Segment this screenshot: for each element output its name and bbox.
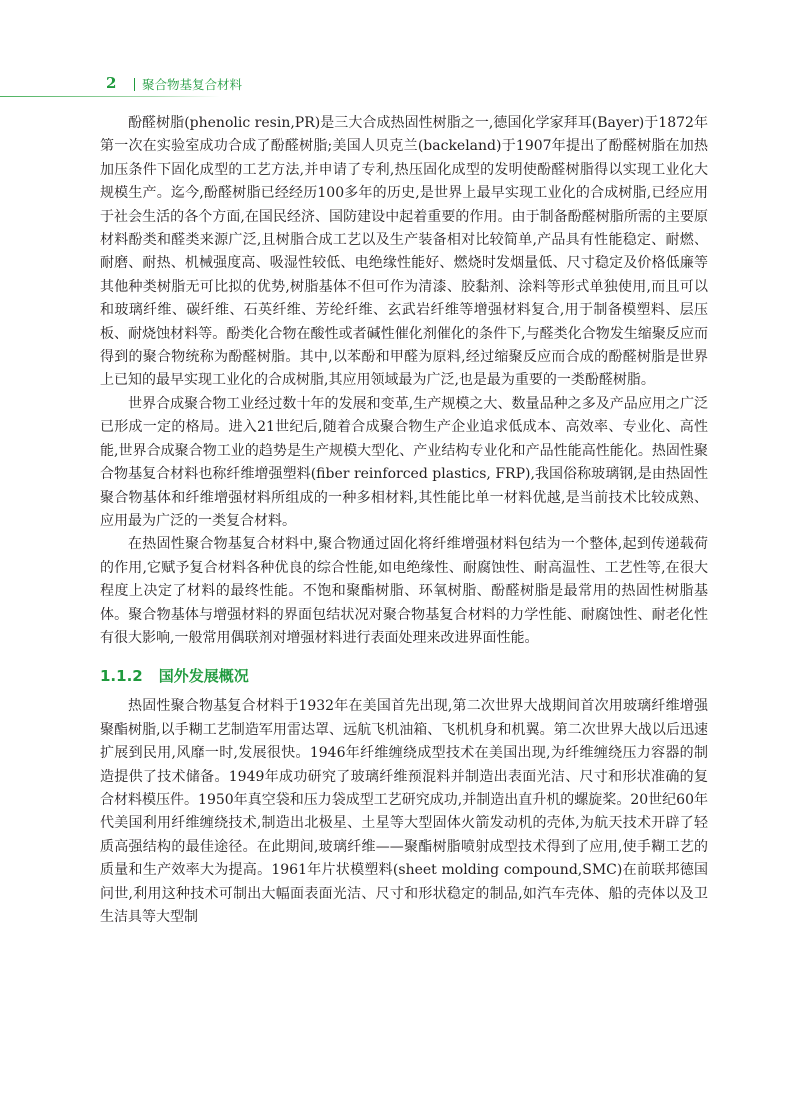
paragraph-foreign-development: 热固性聚合物基复合材料于1932年在美国首先出现,第二次世界大战期间首次用玻璃纤维增强聚酯树脂,以手糊工艺制造军用雷达罩、远航飞机油箱、飞机机身和机翼。第二次世界大战以后迅速扩展到民用,风靡一时,发展很快。1946年纤维缠绕成型技术在美国出现,为纤维缠绕压力容器的制造提供了技术储备。1949年成功研究了玻璃纤维预混料并制造出表面光洁、尺寸和形状准确的复合材料模压件。1950年真空袋和压力袋成型工艺研究成功,并制造出直升机的螺旋桨。20世纪60年代美国利用纤维缠绕技术,制造出北极星、土星等大型固体火箭发动机的壳体,为航天技术开辟了轻质高强结构的最佳途径。在此期间,玻璃纤维——聚酯树脂喷射成型技术得到了应用,使手糊工艺的质量和生产效率大为提高。1961年片状模塑料(sheet molding compound,SMC)在前联邦德国问世,利用这种技术可制出大幅面表面光洁、尺寸和形状稳定的制品,如汽车壳体、船的壳体以及卫生洁具等大型制	[100, 698, 708, 925]
book-title: 聚合物基复合材料	[142, 77, 243, 92]
page-number: 2	[106, 74, 117, 92]
paragraph-polymer-industry: 世界合成聚合物工业经过数十年的发展和变革,生产规模之大、数量品种之多及产品应用之广泛已形成一定的格局。进入21世纪后,随着合成聚合物生产企业追求低成本、高效率、专业化、高性能,世界合成聚合物工业的趋势是生产规模大型化、产业结构专业化和产品性能高性能化。热固性聚合物基复合材料也称纤维增强塑料(fiber reinforced plastics, FRP),我国俗称玻璃钢,是由热固性聚合物基体和纤维增强材料所组成的一种多相材料,其性能比单一材料优越,是当前技术比较成熟、应用最为广泛的一类复合材料。	[100, 395, 708, 529]
paragraph-thermoset-matrix: 在热固性聚合物基复合材料中,聚合物通过固化将纤维增强材料包结为一个整体,起到传递载荷的作用,它赋予复合材料各种优良的综合性能,如电绝缘性、耐腐蚀性、耐高温性、工艺性等,在很大程度上决定了材料的最终性能。不饱和聚酯树脂、环氧树脂、酚醛树脂是最常用的热固性树脂基体。聚合物基体与增强材料的界面包结状况对聚合物基复合材料的力学性能、耐腐蚀性、耐老化性有很大影响,一般常用偶联剂对增强材料进行表面处理来改进界面性能。	[100, 536, 708, 646]
header-divider	[134, 78, 135, 91]
main-text	[100, 112, 708, 929]
header-rule	[0, 96, 220, 97]
paragraph-phenolic-resin: 酚醛树脂(phenolic resin,PR)是三大合成热固性树脂之一,德国化学家拜耳(Bayer)于1872年第一次在实验室成功合成了酚醛树脂;美国人贝克兰(backeland)于1907年提出了酚醛树脂在加热加压条件下固化成型的工艺方法,并申请了专利,热压固化成型的发明使酚醛树脂得以实现工业化大规模生产。迄今,酚醛树脂已经经历100多年的历史,是世界上最早实现工业化的合成树脂,已经应用于社会生活的各个方面,在国民经济、国防建设中起着重要的作用。由于制备酚醛树脂所需的主要原材料酚类和醛类来源广泛,且树脂合成工艺以及生产装备相对比较简单,产品具有性能稳定、耐燃、耐磨、耐热、机械强度高、吸湿性较低、电绝缘性能好、燃烧时发烟量低、尺寸稳定及价格低廉等其他种类树脂无可比拟的优势,树脂基体不但可作为清漆、胶黏剂、涂料等形式单独使用,而且可以和玻璃纤维、碳纤维、石英纤维、芳纶纤维、玄武岩纤维等增强材料复合,用于制备模塑料、层压板、耐烧蚀材料等。酚类化合物在酸性或者碱性催化剂催化的条件下,与醛类化合物发生缩聚反应而得到的聚合物统称为酚醛树脂。其中,以苯酚和甲醛为原料,经过缩聚反应而合成的酚醛树脂是世界上已知的最早实现工业化的合成树脂,其应用领域最为广泛,也是最为重要的一类酚醛树脂。	[100, 115, 708, 389]
section-heading	[100, 665, 708, 687]
section-title: 国外发展概况	[158, 667, 249, 686]
section-number: 1.1.2	[100, 667, 143, 686]
